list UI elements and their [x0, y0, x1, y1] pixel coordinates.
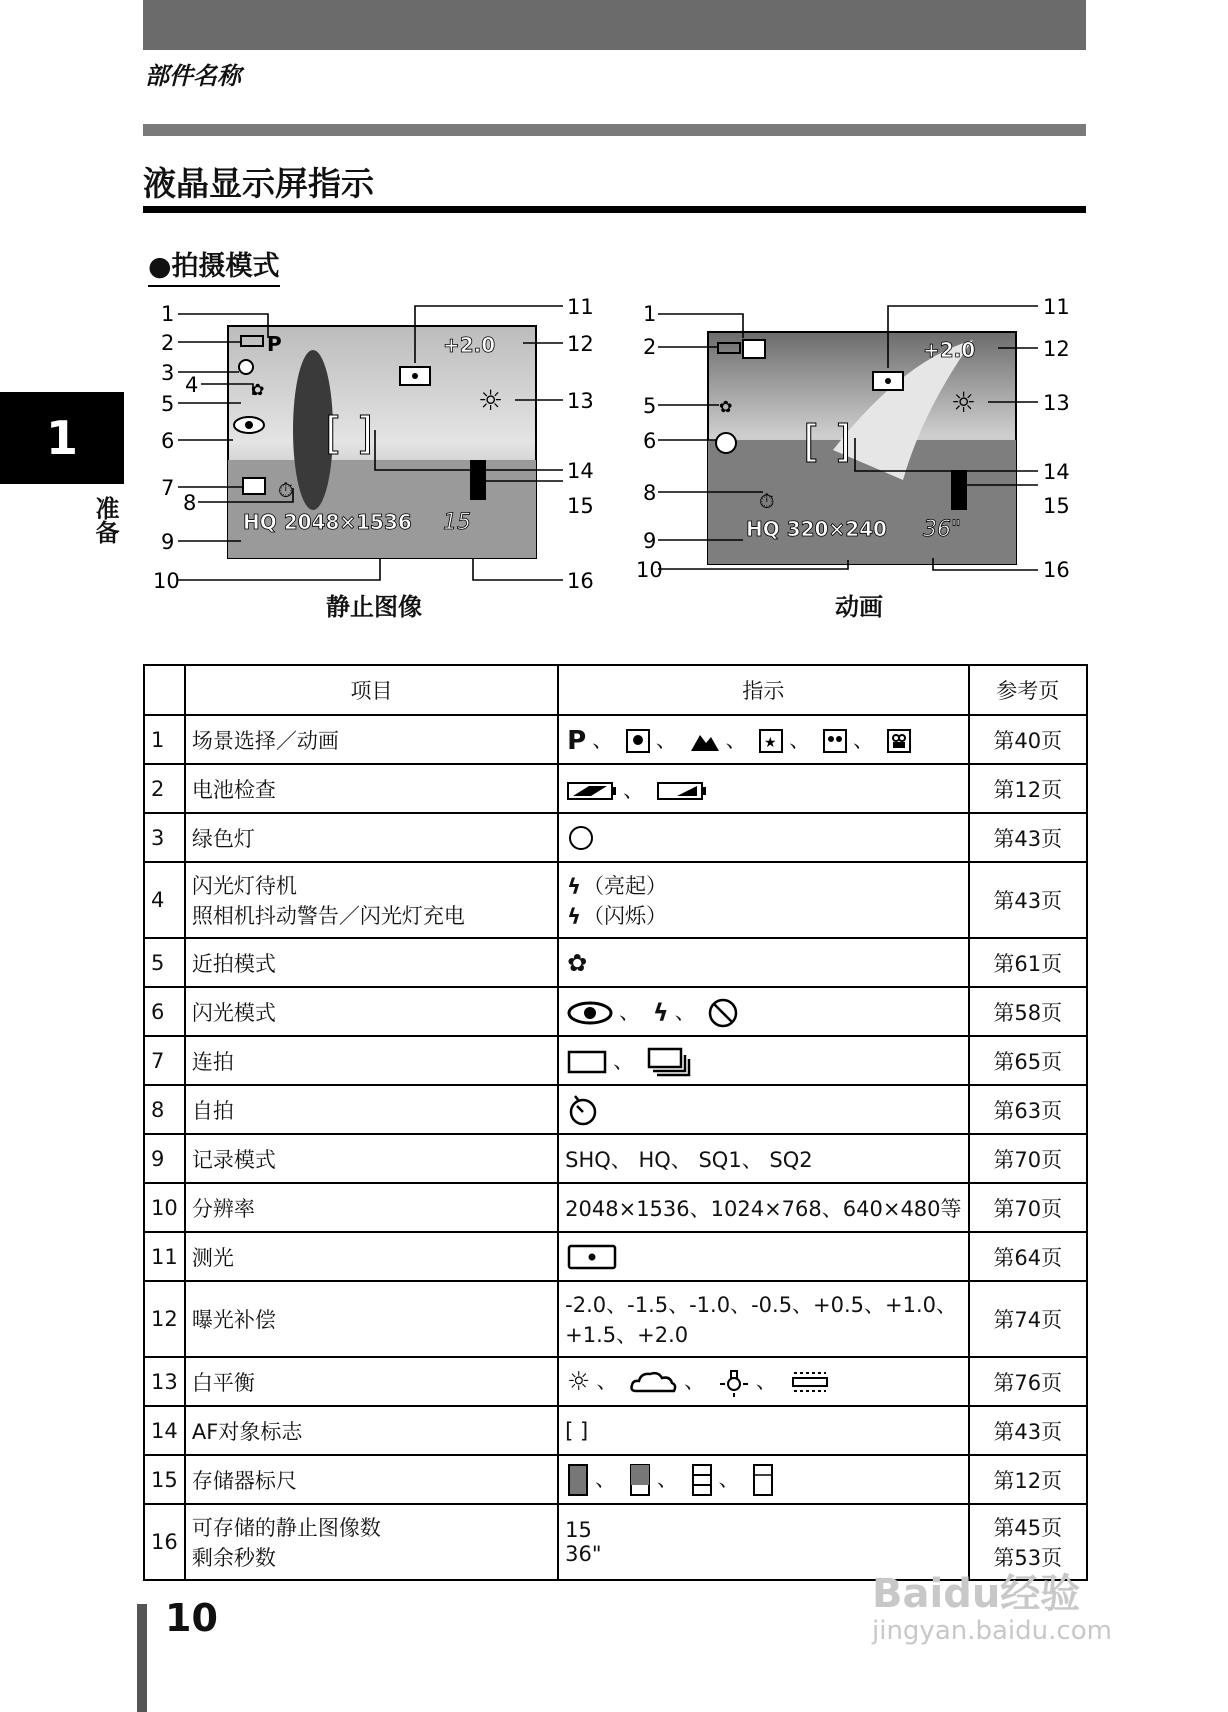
- row-ref: 第12页: [969, 1455, 1087, 1504]
- row-num: 6: [144, 987, 185, 1036]
- row-item: 存储器标尺: [185, 1455, 558, 1504]
- row-ind-line2: +1.5、+2.0: [565, 1323, 689, 1347]
- flash-fill-icon: ϟ: [652, 998, 669, 1027]
- lcd-diagram: [143, 280, 1123, 630]
- row-indication: P 、 、 、 ★ 、 、: [558, 715, 968, 764]
- row-ind-line1: 15: [565, 1518, 592, 1542]
- row-ref: 第63页: [969, 1085, 1087, 1134]
- row-indication: 、: [558, 764, 968, 813]
- row-ref: 第43页: [969, 1406, 1087, 1455]
- row-indication: 、 、 、: [558, 1455, 968, 1504]
- self-timer-icon: ⏱: [278, 478, 294, 502]
- row-num: 7: [144, 1036, 185, 1085]
- row-num: 15: [144, 1455, 185, 1504]
- row-ref: 第70页: [969, 1134, 1087, 1183]
- row-item-line1: 可存储的静止图像数: [191, 1516, 381, 1540]
- row-item-line2: 剩余秒数: [191, 1546, 276, 1570]
- movie-caption: 动画: [835, 593, 883, 621]
- movie-af-target-mark: [ ]: [803, 416, 852, 467]
- movie-count-text: 36": [923, 517, 962, 542]
- callout-11: 11: [567, 295, 594, 319]
- table-row: [144, 1183, 1087, 1232]
- row-indication: 、 ϟ 、: [558, 987, 968, 1036]
- row-indication: [558, 1085, 968, 1134]
- header-num: [144, 665, 185, 715]
- movie-callout-14: 14: [1043, 460, 1070, 484]
- row-item: 自拍: [185, 1085, 558, 1134]
- callout-3: 3: [161, 361, 175, 385]
- table-row: [144, 1232, 1087, 1281]
- table-row: [144, 938, 1087, 987]
- movie-callout-9: 9: [643, 529, 657, 553]
- row-item: [185, 862, 558, 938]
- callout-9: 9: [161, 530, 175, 554]
- table-row: [144, 715, 1087, 764]
- memory-partial-icon: [629, 1463, 651, 1497]
- self-portrait-icon: [823, 729, 847, 753]
- flash-off-circle-icon: [708, 998, 738, 1028]
- row-ind-line2: （闪烁）: [583, 904, 668, 928]
- row-item: 曝光补偿: [185, 1281, 558, 1357]
- row-item: 记录模式: [185, 1134, 558, 1183]
- movie-memory-gauge-icon: [951, 470, 967, 510]
- green-lamp-icon: [239, 360, 253, 374]
- row-indication: [558, 813, 968, 862]
- row-item-line2: 照相机抖动警告／闪光灯充电: [191, 904, 465, 928]
- movie-self-timer-icon: ⏱: [759, 489, 775, 513]
- row-ref-line2: 第53页: [993, 1546, 1063, 1570]
- movie-callout-11: 11: [1043, 295, 1070, 319]
- row-ref: 第74页: [969, 1281, 1087, 1357]
- title-rule: [143, 206, 1086, 213]
- row-item: 分辨率: [185, 1183, 558, 1232]
- row-num: 4: [144, 862, 185, 938]
- red-eye-reduction-icon: [567, 1000, 613, 1026]
- watermark-logo: Baidu经验: [872, 1571, 1081, 1617]
- footer-bar: [137, 1604, 147, 1712]
- flash-blink-icon: ϟ: [567, 905, 582, 929]
- movie-callout-16: 16: [1043, 558, 1070, 582]
- self-timer-clock-icon: [567, 1094, 599, 1126]
- row-num: 16: [144, 1504, 185, 1580]
- header-bar: [143, 0, 1086, 50]
- movie-mode-icon: [743, 340, 765, 358]
- memory-low-icon: [691, 1463, 713, 1497]
- callout-1: 1: [161, 302, 175, 326]
- lcd-diagram-svg: [143, 280, 1123, 630]
- flash-off-icon: [716, 433, 736, 453]
- row-item: 白平衡: [185, 1357, 558, 1406]
- row-ref: 第12页: [969, 764, 1087, 813]
- table-row: [144, 1134, 1087, 1183]
- row-ref: 第43页: [969, 813, 1087, 862]
- row-indication: [558, 1232, 968, 1281]
- still-screen: [228, 326, 536, 558]
- memory-gauge-icon: [470, 460, 486, 500]
- row-indication: ☼ 、 、 、: [558, 1357, 968, 1406]
- callout-5: 5: [161, 392, 175, 416]
- memory-empty-icon: [752, 1463, 774, 1497]
- header-indication: 指示: [558, 665, 968, 715]
- movie-icon: [887, 729, 911, 753]
- header-item: 项目: [185, 665, 558, 715]
- single-shot-icon: [567, 1049, 607, 1075]
- movie-macro-icon: ✿: [719, 397, 733, 416]
- callout-7: 7: [161, 476, 175, 500]
- row-indication: [ ]: [558, 1406, 968, 1455]
- table-header: [144, 665, 1087, 715]
- macro-tulip-icon: ✿: [567, 948, 588, 977]
- row-indication: [558, 938, 968, 987]
- page-number: 10: [165, 1596, 218, 1640]
- page-title: 液晶显示屏指示: [143, 164, 374, 203]
- wb-icon: ☼: [478, 384, 504, 417]
- callout-16: 16: [567, 569, 594, 593]
- cloudy-icon: [630, 1369, 678, 1395]
- callout-8: 8: [183, 491, 197, 515]
- row-item: 测光: [185, 1232, 558, 1281]
- row-ind-line1: （亮起）: [583, 874, 668, 898]
- row-ref: 第43页: [969, 862, 1087, 938]
- movie-record-text: HQ 320×240: [746, 517, 887, 541]
- row-indication: [558, 1281, 968, 1357]
- callout-4: 4: [185, 373, 199, 397]
- row-num: 9: [144, 1134, 185, 1183]
- movie-wb-icon: ☼: [951, 386, 977, 419]
- movie-callout-15: 15: [1043, 494, 1070, 518]
- still-ev-text: +2.0: [443, 333, 496, 357]
- row-indication: [558, 862, 968, 938]
- header-ref: 参考页: [969, 665, 1087, 715]
- movie-ev-text: +2.0: [923, 338, 976, 362]
- still-record-text: HQ 2048×1536: [243, 510, 412, 534]
- row-num: 5: [144, 938, 185, 987]
- row-item: [185, 1504, 558, 1580]
- callout-10: 10: [153, 569, 180, 593]
- row-ref-line1: 第45页: [993, 1516, 1063, 1540]
- table-row: [144, 862, 1087, 938]
- row-indication: SHQ、 HQ、 SQ1、 SQ2: [558, 1134, 968, 1183]
- svg-text:★: ★: [764, 734, 777, 751]
- table-row: [144, 1357, 1087, 1406]
- subtitle: ●拍摄模式: [148, 244, 280, 287]
- green-lamp-circle-icon: [567, 824, 595, 852]
- movie-callout-6: 6: [643, 429, 657, 453]
- memory-full-icon: [567, 1463, 589, 1497]
- movie-callout-5: 5: [643, 394, 657, 418]
- chapter-tab: 1: [0, 392, 124, 484]
- callout-6: 6: [161, 429, 175, 453]
- table-row: [144, 1036, 1087, 1085]
- row-item: 绿色灯: [185, 813, 558, 862]
- row-ref: 第61页: [969, 938, 1087, 987]
- row-item: 电池检查: [185, 764, 558, 813]
- still-caption: 静止图像: [326, 593, 422, 621]
- row-num: 1: [144, 715, 185, 764]
- night-scene-icon: [759, 729, 783, 753]
- row-num: 11: [144, 1232, 185, 1281]
- callout-2: 2: [161, 331, 175, 355]
- watermark-url: jingyan.baidu.com: [872, 1616, 1112, 1646]
- table-row: [144, 1455, 1087, 1504]
- callout-15: 15: [567, 494, 594, 518]
- row-indication: 、: [558, 1036, 968, 1085]
- af-target-mark: [ ]: [325, 408, 374, 459]
- battery-low-icon: [657, 781, 707, 801]
- row-item-line1: 闪光灯待机: [191, 874, 297, 898]
- tungsten-icon: [718, 1366, 750, 1398]
- program-p-icon: P: [567, 725, 587, 756]
- row-indication: 2048×1536、1024×768、640×480等: [558, 1183, 968, 1232]
- row-num: 14: [144, 1406, 185, 1455]
- row-ref: 第76页: [969, 1357, 1087, 1406]
- row-item: AF对象标志: [185, 1406, 558, 1455]
- movie-callout-2: 2: [643, 335, 657, 359]
- battery-full-icon: [567, 781, 617, 801]
- movie-callout-12: 12: [1043, 337, 1070, 361]
- table-row: [144, 1085, 1087, 1134]
- row-num: 13: [144, 1357, 185, 1406]
- callout-12: 12: [567, 332, 594, 356]
- movie-callout-8: 8: [643, 481, 657, 505]
- table-row: [144, 1281, 1087, 1357]
- flash-icon: ϟ: [567, 875, 582, 899]
- fluorescent-icon: [790, 1370, 830, 1394]
- row-item: 连拍: [185, 1036, 558, 1085]
- row-num: 12: [144, 1281, 185, 1357]
- row-num: 3: [144, 813, 185, 862]
- row-item: 近拍模式: [185, 938, 558, 987]
- callout-14: 14: [567, 459, 594, 483]
- row-ind-line1: -2.0、-1.5、-1.0、-0.5、+0.5、+1.0、: [565, 1293, 958, 1317]
- table-row: [144, 764, 1087, 813]
- row-ref: 第40页: [969, 715, 1087, 764]
- movie-screen: [708, 332, 1016, 564]
- section-label: 部件名称: [145, 62, 241, 90]
- row-item: 场景选择／动画: [185, 715, 558, 764]
- still-mode-text: P: [267, 332, 282, 356]
- sequential-icon: [243, 478, 265, 494]
- chapter-name: 准备: [91, 496, 119, 544]
- movie-callout-1: 1: [643, 302, 657, 326]
- indicator-table: [143, 664, 1088, 1581]
- movie-callout-13: 13: [1043, 391, 1070, 415]
- spot-metering-icon: [567, 1244, 617, 1270]
- row-num: 8: [144, 1085, 185, 1134]
- continuous-shot-icon: [647, 1047, 691, 1077]
- callout-13: 13: [567, 389, 594, 413]
- macro-icon: ✿: [251, 380, 265, 399]
- divider-bar: [143, 124, 1086, 136]
- row-ref: 第70页: [969, 1183, 1087, 1232]
- table-row: [144, 813, 1087, 862]
- row-num: 10: [144, 1183, 185, 1232]
- landscape-icon: [690, 729, 720, 753]
- movie-callout-10: 10: [636, 558, 663, 582]
- row-num: 2: [144, 764, 185, 813]
- row-item: 闪光模式: [185, 987, 558, 1036]
- row-ref: 第65页: [969, 1036, 1087, 1085]
- row-ref: 第64页: [969, 1232, 1087, 1281]
- sunny-icon: ☼: [567, 1367, 591, 1397]
- row-ref: 第58页: [969, 987, 1087, 1036]
- table-row: [144, 1406, 1087, 1455]
- table-row: [144, 987, 1087, 1036]
- still-count-text: 15: [443, 510, 471, 535]
- row-ind-line2: 36": [565, 1542, 602, 1566]
- portrait-icon: [626, 729, 650, 753]
